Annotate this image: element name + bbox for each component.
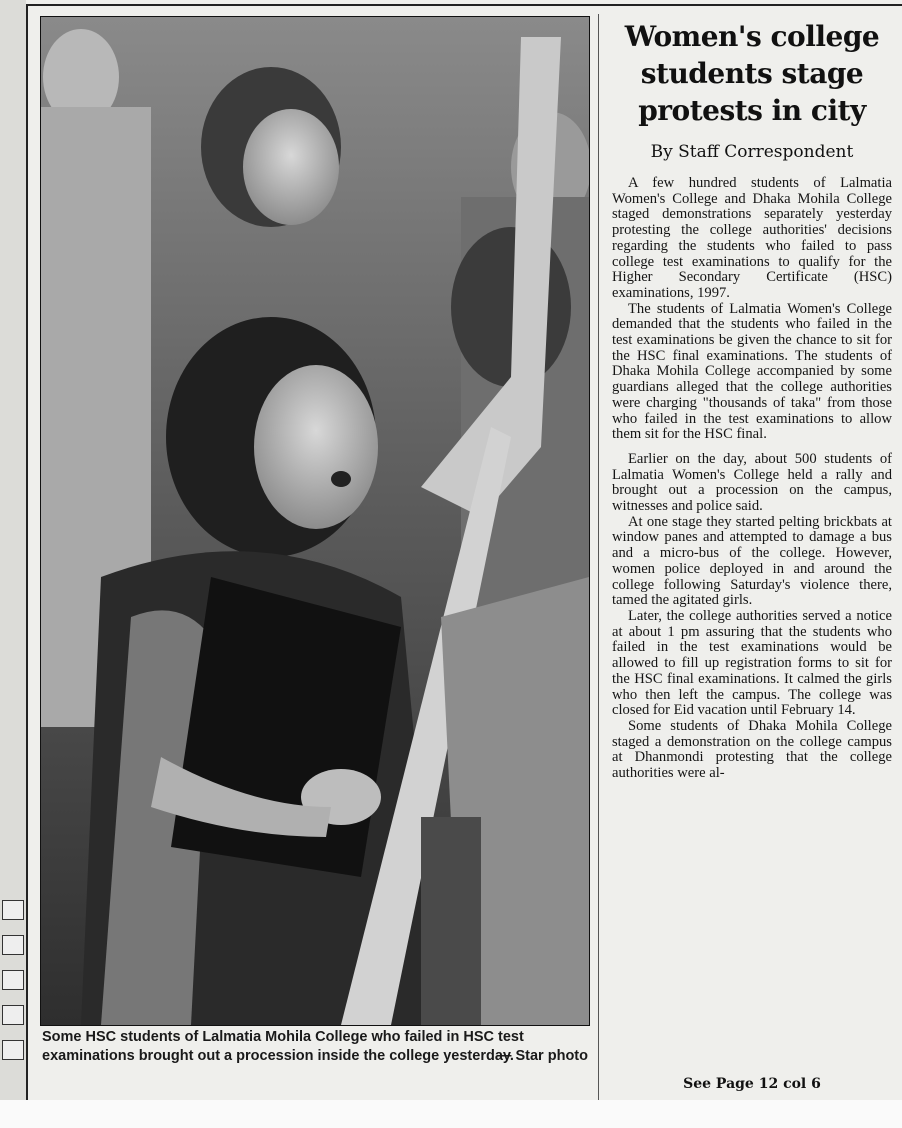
adjacent-column-strip <box>0 0 26 1100</box>
caption-text: Some HSC students of Lalmatia Mohila College who failed in HSC test examinations brought out a procession inside the college yesterday. <box>42 1029 524 1064</box>
photo-caption <box>42 1028 588 1066</box>
headline: Women's college students stage protests in city <box>624 20 880 127</box>
top-rule <box>28 4 902 6</box>
strip-box <box>2 970 24 990</box>
strip-box <box>2 1040 24 1060</box>
paragraph: At one stage they started pelting brickbats at window panes and attempted to damage a bus and a micro-bus of the college. However, women police deployed in and around the college following Saturday's violence there, tamed the agitated girls. <box>612 513 892 609</box>
strip-box <box>2 935 24 955</box>
byline: By Staff Correspondent <box>650 142 854 162</box>
article-body <box>612 176 892 782</box>
strip-box <box>2 1005 24 1025</box>
paragraph: The students of Lalmatia Women's College demanded that the students who failed in the test examinations be given the chance to sit for the HSC final examinations. The students of Dhaka Mohila College accompanied by some guardians alleged that the college authorities were charging "thousands of taka" from those who failed in the test examinations to allow them sit for the HSC final. <box>612 300 892 443</box>
photo-credit: — Star photo <box>496 1048 588 1064</box>
paragraph: Earlier on the day, about 500 students of Lalmatia Women's College held a rally and brought out a procession on the campus, witnesses and police said. <box>612 450 892 515</box>
left-rule <box>26 4 28 1100</box>
strip-box <box>2 900 24 920</box>
continuation-note: See Page 12 col 6 <box>683 1076 821 1092</box>
paragraph: Some students of Dhaka Mohila College staged a demonstration on the college campus at Dhanmondi protesting that the college authorities were al- <box>612 717 892 782</box>
page-bottom-margin <box>0 1100 902 1128</box>
paragraph: A few hundred students of Lalmatia Women's College and Dhaka Mohila College staged demonstrations separately yesterday protesting the college authorities' decisions regarding the students who failed to pass college test examinations to qualify for the Higher Secondary Certificate (HSC) examinations, 1997. <box>612 175 892 301</box>
paragraph: Later, the college authorities served a notice at about 1 pm assuring that the students who failed in the test examinations would be allowed to fill up registration forms to sit for the HSC final examinations. It calmed the girls who then left the campus. The college was closed for Eid vacation until February 14. <box>612 607 892 719</box>
column-rule <box>598 14 599 1104</box>
photo-illustration <box>41 17 589 1025</box>
protest-photo <box>40 16 590 1026</box>
